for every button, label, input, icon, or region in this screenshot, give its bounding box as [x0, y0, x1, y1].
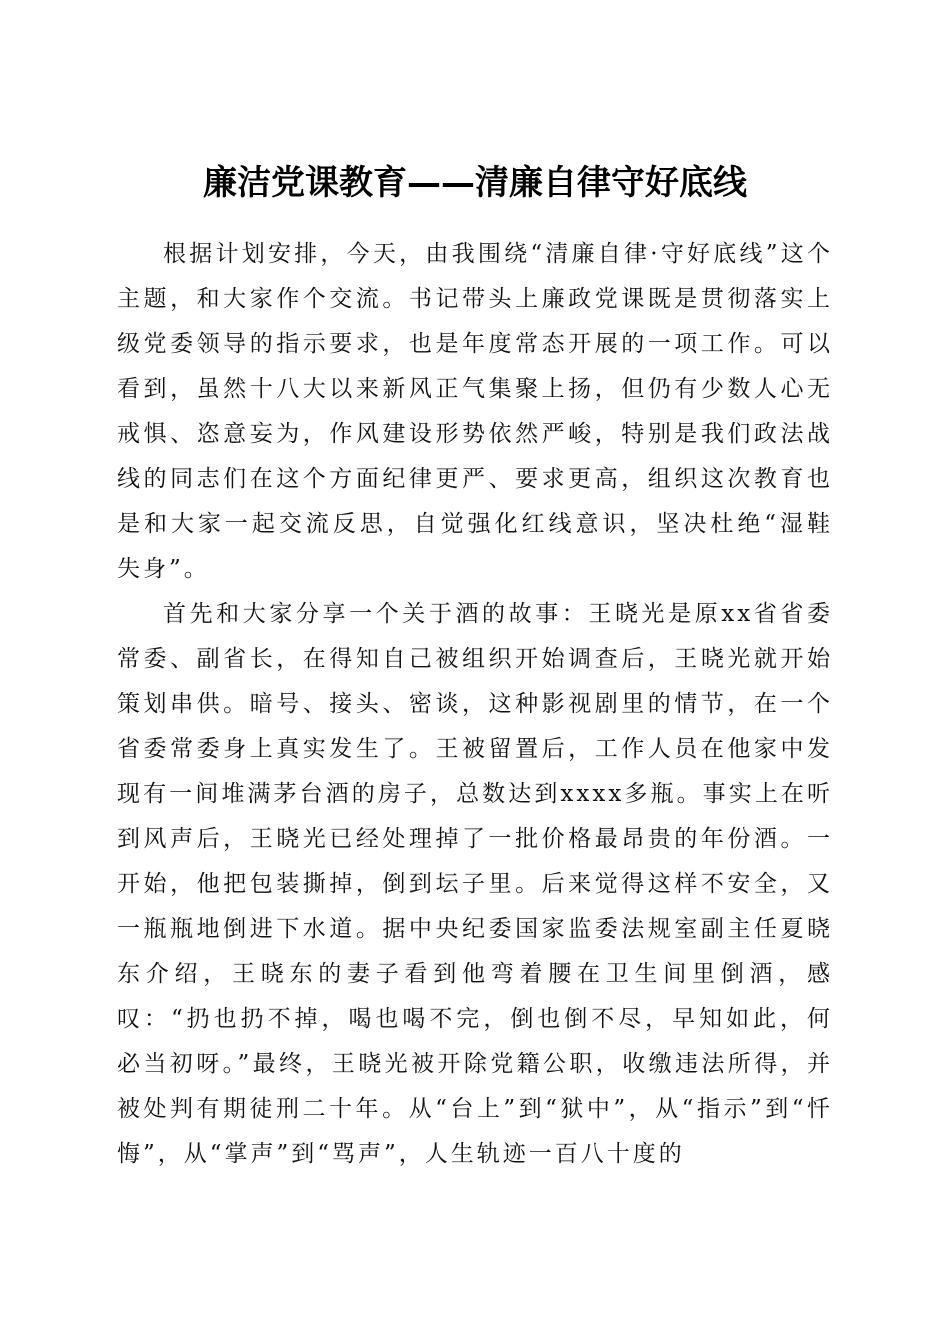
document-body [117, 232, 833, 1177]
paragraph-story: 首先和大家分享一个关于酒的故事：王晓光是原xx省省委常委、副省长，在得知自己被组织开始调查后，王晓光就开始策划串供。暗号、接头、密谈，这种影视剧里的情节，在一个省委常委身上真实发生了。王被留置后，工作人员在他家中发现有一间堆满茅台酒的房子，总数达到xxxx多瓶。事实上在听到风声后，王晓光已经处理掉了一批价格最昂贵的年份酒。一开始，他把包装撕掉，倒到坛子里。后来觉得这样不安全，又一瓶瓶地倒进下水道。据中央纪委国家监委法规室副主任夏晓东介绍，王晓东的妻子看到他弯着腰在卫生间里倒酒，感叹：“扔也扔不掉，喝也喝不完，倒也倒不尽，早知如此，何必当初呀。”最终，王晓光被开除党籍公职，收缴违法所得，并被处判有期徒刑二十年。从“台上”到“狱中”，从“指示”到“忏悔”，从“掌声”到“骂声”，人生轨迹一百八十度的 [117, 601, 833, 1167]
paragraph-intro: 根据计划安排，今天，由我围绕“清廉自律·守好底线”这个主题，和大家作个交流。书记带头上廉政党课既是贯彻落实上级党委领导的指示要求，也是年度常态开展的一项工作。可以看到，虽然十八大以来新风正气集聚上扬，但仍有少数人心无戒惧、恣意妄为，作风建设形势依然严峻，特别是我们政法战线的同志们在这个方面纪律更严、要求更高，组织这次教育也是和大家一起交流反思，自觉强化红线意识，坚决杜绝“湿鞋失身”。 [117, 241, 833, 582]
document-title: 廉洁党课教育——清廉自律守好底线 [203, 162, 747, 203]
